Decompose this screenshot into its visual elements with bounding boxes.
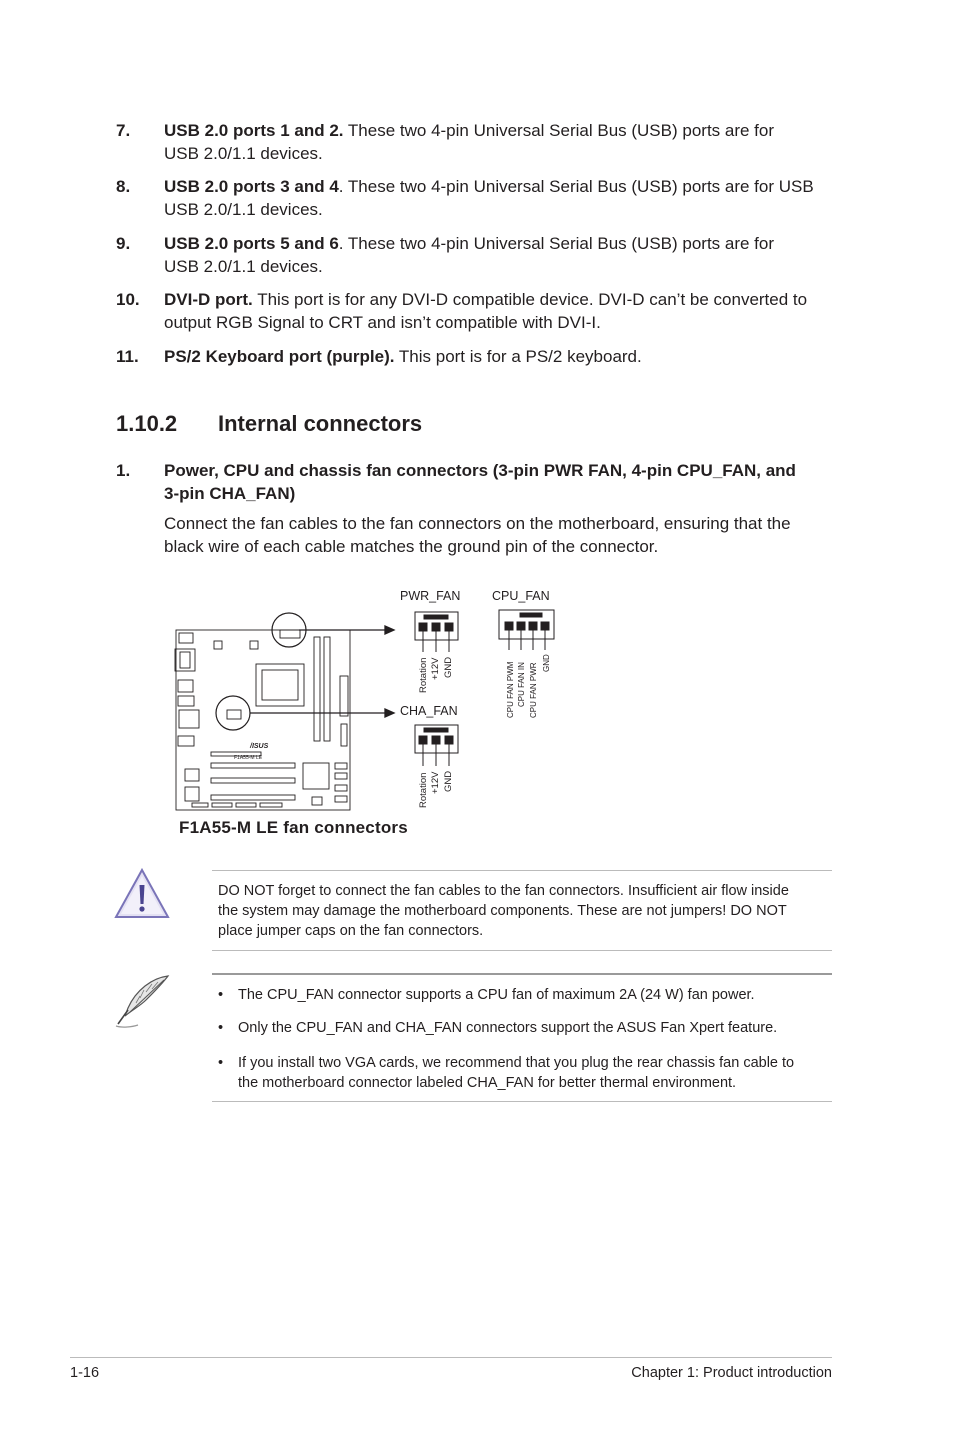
note-item-3 <box>218 1053 824 1093</box>
item-text: This port is for any DVI-D compatible device. DVI-D can’t be converted to <box>252 290 808 309</box>
feather-pen-icon <box>112 972 172 1030</box>
description-line: black wire of each cable matches the ground pin of the connector. <box>164 537 659 556</box>
warning-triangle-icon <box>113 867 171 921</box>
note-text-cont: the motherboard connector labeled CHA_FAN for better thermal environment. <box>238 1075 737 1091</box>
bullet: • <box>218 1055 224 1071</box>
pin-label-gnd: GND <box>542 654 551 672</box>
footer-rule <box>70 1357 832 1358</box>
item-title: USB 2.0 ports 5 and 6 <box>164 234 339 253</box>
bullet: • <box>218 1020 224 1036</box>
pin-label-cpu-fan-pwm: CPU FAN PWM <box>506 661 515 718</box>
note-text: The CPU_FAN connector supports a CPU fan of maximum 2A (24 W) fan power. <box>238 987 755 1003</box>
item-title: USB 2.0 ports 1 and 2. <box>164 121 344 140</box>
item-text: . These two 4-pin Universal Serial Bus (USB) ports are for <box>338 234 775 253</box>
cha-fan-connector <box>415 725 458 766</box>
pwr-fan-connector <box>415 612 458 652</box>
cpu-fan-label: CPU_FAN <box>492 589 550 603</box>
note-item-2 <box>218 1018 824 1038</box>
item-number: 11. <box>116 347 139 366</box>
warning-text <box>218 881 824 941</box>
description-line: Connect the fan cables to the fan connectors on the motherboard, ensuring that the <box>164 514 791 533</box>
motherboard-illustration <box>175 630 350 810</box>
item-text-cont: output RGB Signal to CRT and isn’t compatible with DVI-I. <box>164 313 601 332</box>
warning-line: place jumper caps on the fan connectors. <box>218 923 484 939</box>
item-number: 7. <box>116 121 131 140</box>
item-text-cont: USB 2.0/1.1 devices. <box>164 144 323 163</box>
warning-line: DO NOT forget to connect the fan cables to the fan connectors. Insufficient air flow inside <box>218 883 789 899</box>
item-text: . These two 4-pin Universal Serial Bus (USB) ports are for USB <box>338 177 814 196</box>
item-title-cont: 3-pin CHA_FAN) <box>164 484 296 503</box>
item-number: 1. <box>116 461 131 480</box>
item-number: 10. <box>116 290 140 309</box>
note-top-rule <box>212 973 832 975</box>
item-number: 9. <box>116 234 131 253</box>
section-number: 1.10.2 <box>116 411 178 436</box>
pin-label-cpu-fan-in: CPU FAN IN <box>517 662 526 707</box>
note-text: Only the CPU_FAN and CHA_FAN connectors support the ASUS Fan Xpert feature. <box>238 1020 778 1036</box>
cpu-fan-connector <box>499 610 554 650</box>
cha-fan-highlight <box>216 696 250 730</box>
item-text: This port is for a PS/2 keyboard. <box>394 347 642 366</box>
item-title: Power, CPU and chassis fan connectors (3-pin PWR FAN, 4-pin CPU_FAN, and <box>164 461 796 480</box>
section-title: Internal connectors <box>218 411 423 436</box>
note-text: If you install two VGA cards, we recommend that you plug the rear chassis fan cable to <box>238 1055 795 1071</box>
note-bottom-rule <box>212 1101 832 1102</box>
pwr-fan-label: PWR_FAN <box>400 589 461 603</box>
page-number: 1-16 <box>70 1365 100 1381</box>
pin-label-12v: +12V <box>430 771 441 794</box>
bullet: • <box>218 987 224 1003</box>
board-logo: /ISUS <box>250 743 269 750</box>
item-title: DVI-D port. <box>164 290 253 309</box>
figure-caption: F1A55-M LE fan connectors <box>179 818 408 837</box>
cha-fan-label: CHA_FAN <box>400 704 458 718</box>
pwr-fan-pin-labels <box>418 657 454 693</box>
item-text-cont: USB 2.0/1.1 devices. <box>164 257 323 276</box>
warning-line: the system may damage the motherboard components. These are not jumpers! DO NOT <box>218 903 787 919</box>
pin-label-cpu-fan-pwr: CPU FAN PWR <box>529 662 538 718</box>
cha-fan-pin-labels <box>418 771 454 808</box>
board-model: F1A55-M LE <box>234 755 263 761</box>
warning-top-rule <box>212 870 832 871</box>
item-title: USB 2.0 ports 3 and 4 <box>164 177 339 196</box>
pointer-arrows <box>250 626 394 717</box>
pin-label-rotation: Rotation <box>418 657 429 693</box>
item-text: These two 4-pin Universal Serial Bus (USB) ports are for <box>343 121 775 140</box>
cpu-fan-pin-labels <box>506 654 551 718</box>
warning-bottom-rule <box>212 950 832 951</box>
item-title: PS/2 Keyboard port (purple). <box>164 347 395 366</box>
pin-label-gnd: GND <box>443 770 454 792</box>
chapter-title: Chapter 1: Product introduction <box>631 1365 832 1381</box>
pin-label-gnd: GND <box>443 656 454 678</box>
pin-label-rotation: Rotation <box>418 772 429 808</box>
note-item-1 <box>218 985 824 1005</box>
item-text-cont: USB 2.0/1.1 devices. <box>164 200 323 219</box>
pin-label-12v: +12V <box>430 657 441 680</box>
item-number: 8. <box>116 177 131 196</box>
